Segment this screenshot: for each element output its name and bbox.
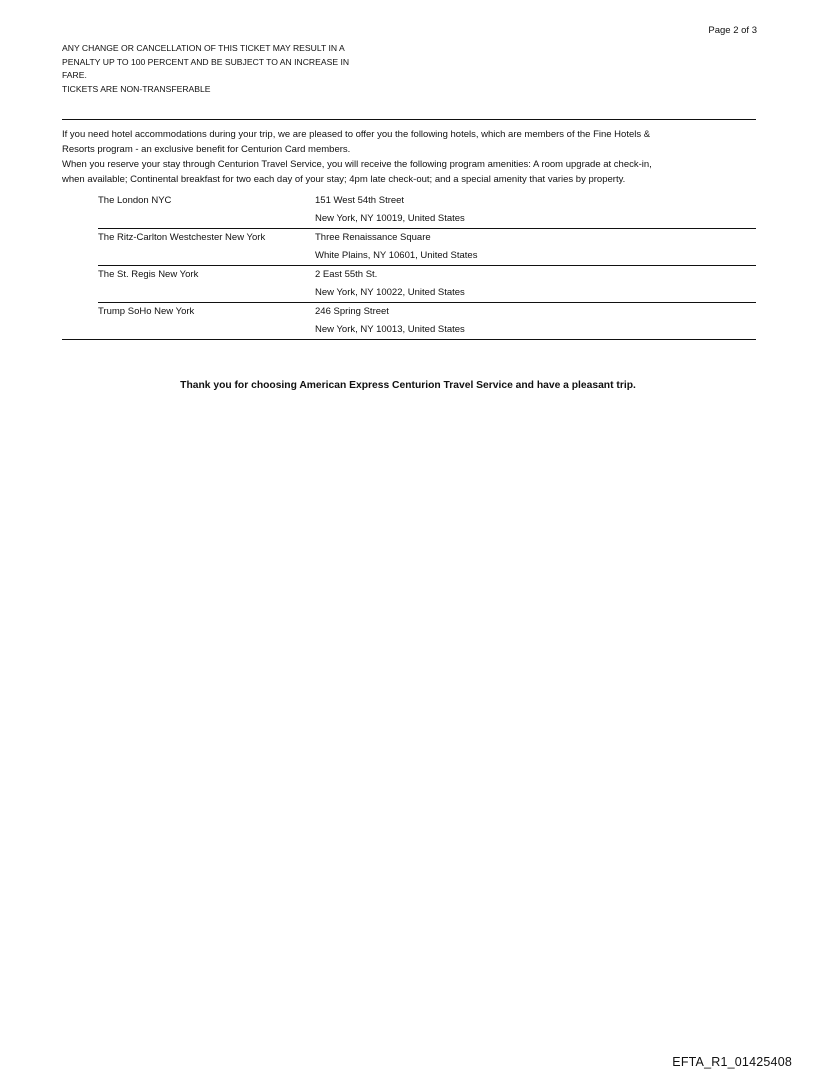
hotel-list — [62, 192, 756, 340]
hotel-address-line1: 246 Spring Street — [315, 306, 389, 317]
hotel-row — [62, 303, 756, 340]
hotel-name: The London NYC — [98, 195, 172, 206]
hotel-address-line2: White Plains, NY 10601, United States — [315, 250, 478, 261]
hotel-name: Trump SoHo New York — [98, 306, 195, 317]
intro-line: when available; Continental breakfast for two each day of your stay; 4pm late check-out; and a special amenity that varies by property. — [62, 174, 626, 185]
hotel-name: The Ritz-Carlton Westchester New York — [98, 232, 266, 243]
hotel-address-line1: 151 West 54th Street — [315, 195, 405, 206]
hotel-address-line2: New York, NY 10013, United States — [315, 324, 465, 335]
hotel-name: The St. Regis New York — [98, 269, 199, 280]
page-number: Page 2 of 3 — [708, 25, 757, 36]
hotel-address-line2: New York, NY 10019, United States — [315, 213, 465, 224]
hotel-row — [98, 229, 756, 266]
hotel-address-line1: 2 East 55th St. — [315, 269, 378, 280]
ticket-notice — [62, 42, 402, 96]
notice-line: TICKETS ARE NON-TRANSFERABLE — [62, 83, 211, 94]
notice-line: FARE. — [62, 70, 87, 80]
hotel-address-line1: Three Renaissance Square — [315, 232, 431, 243]
hotel-intro — [62, 127, 756, 187]
intro-line: Resorts program - an exclusive benefit for Centurion Card members. — [62, 144, 351, 155]
notice-line: PENALTY UP TO 100 PERCENT AND BE SUBJECT TO AN INCREASE IN — [62, 56, 350, 67]
notice-line: ANY CHANGE OR CANCELLATION OF THIS TICKET MAY RESULT IN A — [62, 43, 345, 53]
hotel-row — [98, 266, 756, 303]
closing-message: Thank you for choosing American Express Centurion Travel Service and have a pleasant trip. — [180, 380, 636, 391]
document-id: EFTA_R1_01425408 — [672, 1055, 792, 1069]
hotel-row — [98, 192, 756, 229]
hotel-address-line2: New York, NY 10022, United States — [315, 287, 465, 298]
intro-line: If you need hotel accommodations during your trip, we are pleased to offer you the following hotels, which are members of the Fine Hotels & — [62, 129, 651, 140]
intro-line: When you reserve your stay through Centurion Travel Service, you will receive the following program amenities: A room upgrade at check-in, — [62, 159, 652, 170]
section-divider — [62, 119, 756, 120]
